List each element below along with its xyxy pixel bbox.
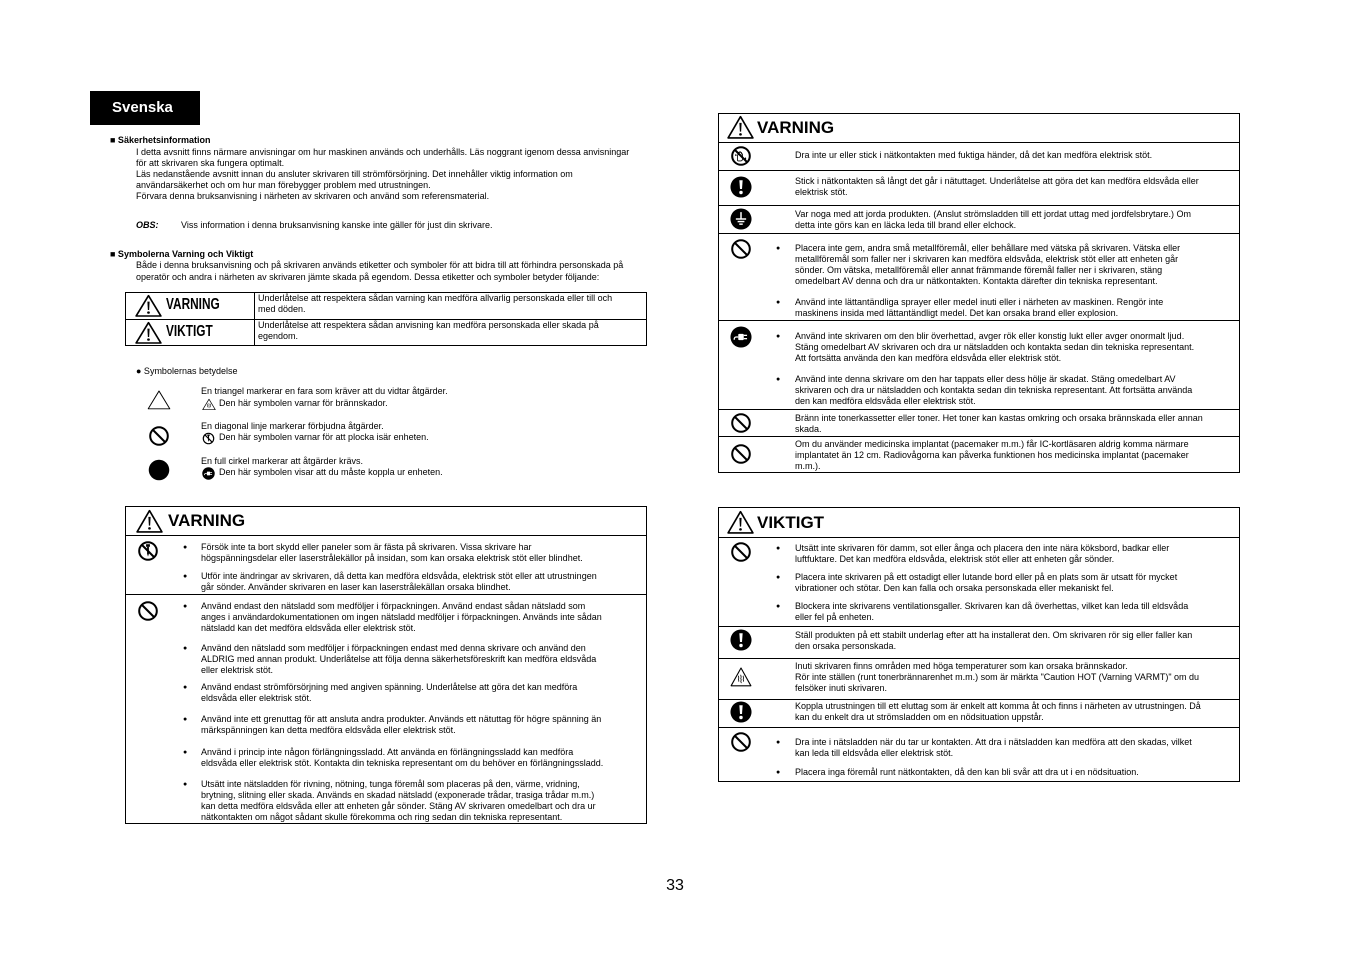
list-item-bullet: ● [183,715,188,723]
item-text-line: Ställ produkten på ett stabilt underlag efter att ha installerat den. Om skrivaren rör sig eller faller kan [795,629,1193,640]
unplug-icon [202,467,215,480]
item-text-line: anges i användardokumentationen om ingen nätsladd medföljer i förpackningen. Används inte sådan [201,611,602,622]
item-text-line: sönder. Om vätska, metallföremål eller annat främmande föremål faller ner i skrivaren, stäng [795,264,1163,275]
table-row [719,537,1239,626]
section-heading-symbols: ■ Symbolerna Varning och Viktigt [110,249,254,259]
obs-text: Viss information i denna bruksanvisning kanske inte gäller för just din skrivare. [181,220,493,230]
prohibition-icon [730,412,752,434]
wet-hand-prohibited-icon [730,145,752,167]
item-text-line: Bränn inte tonerkassetter eller toner. Het toner kan kastas omkring och orsaka brännskada eller annan [795,412,1203,423]
item-text-line: Utför inte ändringar av skrivaren, då detta kan medföra eldsvåda, elektrisk stöt eller att utrustningen [201,571,597,581]
item-text-line: nätsladd kan det medföra eldsvåda eller elektrisk stöt. [201,622,416,633]
item-text-line: vibrationer och stötar. Den kan falla och orsaka personskada eller mekaniskt fel. [795,582,1114,593]
list-item-bullet: ● [183,644,188,652]
item-text-line: Använd inte denna skrivare om den har tappats eller dess hölje är skadat. Stäng omedelbart AV [795,373,1176,384]
item-text-line: Stick i nätkontakten så långt det går i nätuttaget. Underlåtelse att göra det kan medföra eldsvåda eller [795,175,1199,186]
item-text-line: den kan medföra eldsvåda eller elektrisk stöt. [795,395,976,406]
no-disassemble-icon [137,540,159,562]
language-tab [90,91,200,125]
item-text-line: omedelbart AV denna och dra ur nätkontakten. Kontakta därefter din tekniska representant. [795,275,1158,286]
item-text-line: Blockera inte skrivarens ventilationsgaller. Skrivaren kan då överhettas, vilket kan leda till eldsvåda [795,600,1189,611]
item-text-line: Använd inte lättantändliga sprayer eller medel inuti eller i närheten av maskinen. Rengör inte [795,296,1164,307]
mandatory-icon [730,629,752,651]
item-text-line: luftfuktare. Det kan medföra eldsvåda, elektrisk stöt eller att enheten går sönder. [795,553,1115,564]
list-item-bullet: ● [776,332,781,340]
item-text-line: Utsätt inte nätsladden för rivning, nötning, tunga föremål som placeras på den, värme, vridning, [201,778,580,789]
table-row [719,626,1239,658]
paragraph-line: användarsäkerhet och om hur man förebygger problem med utrustningen. [136,180,431,190]
item-text-line: Dra inte i nätsladden när du tar ur kontakten. Att dra i nätsladden kan medföra att den skadas, vilket [795,736,1192,747]
table-row [719,320,1239,409]
item-text-line: felsöker inuti skrivaren. [795,682,888,693]
item-text-line: eldsvåda eller elektrisk stöt. Kontakta din tekniska representant om du behöver en förlängningssladd. [201,757,604,768]
item-text-line: Använd den nätsladd som medföljer i förpackningen endast med denna skrivare och använd den [201,642,586,653]
meaning-text: En triangel markerar en fara som kräver att du vidtar åtgärder. [201,386,448,396]
item-text-line: Utsätt inte skrivaren för damm, sot eller ånga och placera den inte nära köksbord, badkar eller [795,542,1170,553]
paragraph-line: operatör och andra i närheten av skrivaren jämte skada på egendom. Dessa etiketter och symboler betyder följande: [136,272,600,282]
meaning-example-text: Den här symbolen visar att du måste koppla ur enheten. [219,467,443,477]
item-text-line: m.m.). [795,460,821,471]
list-item-bullet: ● [776,544,781,552]
legend-text-line: Underlåtelse att respektera sådan anvisning kan medföra personskada eller skada på [258,320,599,330]
paragraph-line: I detta avsnitt finns närmare anvisningar om hur maskinen används och underhålls. Läs noggrant igenom dessa anvisningar [136,147,630,157]
item-text-line: går sönder. Använder skrivaren en laser kan laserstrålekällan orsaka blindhet. [201,582,511,592]
table-row [719,699,1239,727]
hot-surface-icon [202,398,216,411]
warning-triangle-icon [727,115,754,140]
table-header [719,508,1239,538]
list-item-bullet: ● [183,573,188,580]
paragraph-line: Förvara denna bruksanvisning i närheten av skrivaren och använd som referensmaterial. [136,191,490,201]
list-item-bullet: ● [776,244,781,252]
item-text-line: eller fel på enheten. [795,611,875,622]
table-header [719,114,1239,143]
table-row [126,594,646,824]
table-title: VARNING [168,511,246,530]
meaning-text: En full cirkel markerar att åtgärder krävs. [201,456,364,466]
table-row [719,170,1239,205]
list-item-bullet: ● [183,780,188,788]
warning-table-left [125,506,647,824]
prohibition-icon [148,425,170,447]
table-row [719,205,1239,233]
mandatory-icon [730,176,752,198]
prohibition-icon [730,541,752,563]
triangle-icon [147,389,171,411]
prohibition-icon [730,238,752,260]
page-number: 33 [666,877,684,894]
important-table [718,507,1240,782]
item-text-line: kan detta medföra eldsvåda eller att enheten går sönder. Stäng AV skrivaren omedelbart och dra ur [201,800,596,811]
table-header [126,507,646,536]
table-row [126,535,646,594]
warning-table-right [718,113,1240,473]
warning-triangle-icon [135,294,162,318]
legend-text-line: egendom. [258,331,299,341]
paragraph-line: Både i denna bruksanvisning och på skrivaren används etiketter och symboler för att bidra till att förhindra personskada på [136,260,624,270]
item-text-line: ALDRIG med annan produkt. Underlåtelse att följa denna säkerhetsföreskrift kan medföra eldsvåda [201,653,597,664]
item-text-line: Använd endast den nätsladd som medföljer i förpackningen. Använd endast sådan nätsladd som [201,600,586,611]
item-text-line: skada. [795,423,822,434]
prohibition-icon [730,443,752,465]
item-text-line: Använd inte skrivaren om den blir överhettad, avger rök eller konstig lukt eller avger onormalt ljud. [795,330,1185,341]
unplug-icon [730,326,752,348]
item-text-line: Dra inte ur eller stick i nätkontakten med fuktiga händer, då det kan medföra elektrisk stöt. [795,149,1153,160]
list-item-bullet: ● [776,602,781,610]
hot-surface-icon [730,666,752,688]
language-tab-label: Svenska [112,99,173,116]
legend-text-line: med döden. [258,304,306,314]
table-row [719,727,1239,782]
table-row [719,409,1239,436]
item-text-line: eller elektrisk stöt. [201,664,274,675]
list-item-bullet: ● [776,738,781,746]
table-title: VARNING [757,118,835,137]
table-title: VIKTIGT [757,513,825,532]
item-text-line: nätkontakten om något sådant skulle förekomma och ring sedan din tekniska representant. [201,811,563,822]
meaning-text: En diagonal linje markerar förbjudna åtgärder. [201,421,384,431]
list-item-bullet: ● [183,544,188,551]
item-text-line: den orsaka personskada. [795,640,897,651]
list-item-bullet: ● [183,748,188,756]
obs-label: OBS: [136,220,159,230]
meaning-example-text: Den här symbolen varnar för brännskador. [219,398,388,408]
symbol-legend-table [125,292,647,346]
item-text-line: brytning, slitning eller skada. Används en skadad nätsladd (exponerade trådar, trasiga trådar m.m.) [201,789,595,800]
filled-circle-icon [148,459,170,481]
meaning-example-text: Den här symbolen varnar för att plocka isär enheten. [219,432,429,442]
table-row [719,233,1239,320]
item-text-line: Placera inga föremål runt nätkontakten, då den kan bli svår att dra ut i en nödsituation. [795,766,1139,777]
list-item-bullet: ● [776,375,781,383]
table-row [719,436,1239,473]
item-text-line: märkspänningen kan detta medföra eldsvåda eller elektrisk stöt. [201,724,456,735]
item-text-line: Stäng omedelbart AV skrivaren och dra ur nätsladden och kontakta sedan din tekniska representant. [795,341,1195,352]
item-text-line: Var noga med att jorda produkten. (Anslut strömsladden till ett jordat uttag med jordfelsbrytare.) Om [795,208,1192,219]
item-text-line: detta inte görs kan en läcka leda till brand eller elchock. [795,219,1017,230]
list-item-bullet: ● [776,573,781,581]
symbol-meaning-heading: ● Symbolernas betydelse [136,366,238,376]
item-text-line: elektrisk stöt. [795,186,848,197]
item-text-line: maskinens insida med lättantändligt medel. Det kan orsaka brand eller explosion. [795,307,1119,318]
warning-triangle-icon [727,510,754,535]
list-item-bullet: ● [183,602,188,610]
item-text-line: eldsvåda eller elektrisk stöt. [201,692,312,703]
item-text-line: kan leda till eldsvåda eller elektrisk stöt. [795,747,954,758]
warning-triangle-icon [135,321,162,345]
item-text-line: högspänningsdelar eller laserstrålekällor på insidan, som kan orsaka elektrisk stöt eller blindhet. [201,553,583,563]
item-text-line: Försök inte ta bort skydd eller paneler som är fästa på skrivaren. Vissa skrivare har [201,542,532,552]
item-text-line: Att fortsätta använda den kan medföra eldsvåda eller elektrisk stöt. [795,352,1062,363]
ground-icon [730,208,752,230]
item-text-line: Rör inte ställen (runt tonerbrännarenhet m.m.) som är märkta "Caution HOT (Varning VARMT)" om du [795,671,1200,682]
legend-text-line: Underlåtelse att respektera sådan varning kan medföra allvarlig personskada eller till och [258,293,613,303]
item-text-line: Placera inte gem, andra små metallföremål, eller behållare med vätska på skrivaren. Vätska eller [795,242,1181,253]
table-row [719,658,1239,699]
list-item-bullet: ● [776,298,781,306]
table-row [719,142,1239,170]
item-text-line: skrivaren och dra ur nätsladden och kontakta sedan din tekniska representant. Att fortsätta använda [795,384,1193,395]
list-item-bullet: ● [183,683,188,691]
item-text-line: Placera inte skrivaren på ett ostadigt eller lutande bord eller på en plats som är utsatt för mycket [795,571,1178,582]
list-item-bullet: ● [776,768,781,776]
prohibition-icon [137,600,159,622]
legend-label-viktigt: VIKTIGT [166,323,213,340]
item-text-line: implantatet än 12 cm. Radiovågorna kan påverka funktionen hos medicinska implantat (pacemaker [795,449,1189,460]
item-text-line: Använd i princip inte någon förlängningssladd. Att använda en förlängningssladd kan medföra [201,746,574,757]
paragraph-line: för att skrivaren ska fungera optimalt. [136,158,285,168]
item-text-line: metallföremål som faller ner i skrivaren kan medföra eldsvåda, elektrisk stöt eller att enheten går [795,253,1179,264]
no-disassemble-icon [202,432,215,445]
item-text-line: Om du använder medicinska implantat (pacemaker m.m.) får IC-kortläsaren aldrig komma närmare [795,438,1189,449]
item-text-line: Koppla utrustningen till ett eluttag som är enkelt att komma åt och finns i närheten av utrustningen. Då [795,700,1201,711]
paragraph-line: Läs nedanstående avsnitt innan du ansluter skrivaren till strömförsörjning. Det innehåller viktig information om [136,169,573,179]
legend-label-varning: VARNING [166,296,220,313]
item-text-line: Använd endast strömförsörjning med angiven spänning. Underlåtelse att göra det kan medföra [201,681,578,692]
section-heading-safety: ■ Säkerhetsinformation [110,135,211,145]
item-text-line: kan du enkelt dra ut strömsladden om en nödsituation uppstår. [795,711,1044,722]
warning-triangle-icon [136,509,163,534]
prohibition-icon [730,731,752,753]
item-text-line: Använd inte ett grenuttag för att ansluta andra produkter. Används ett nätuttag för högre spänning än [201,713,602,724]
mandatory-icon [730,701,752,723]
item-text-line: Inuti skrivaren finns områden med höga temperaturer som kan orsaka brännskador. [795,660,1128,671]
